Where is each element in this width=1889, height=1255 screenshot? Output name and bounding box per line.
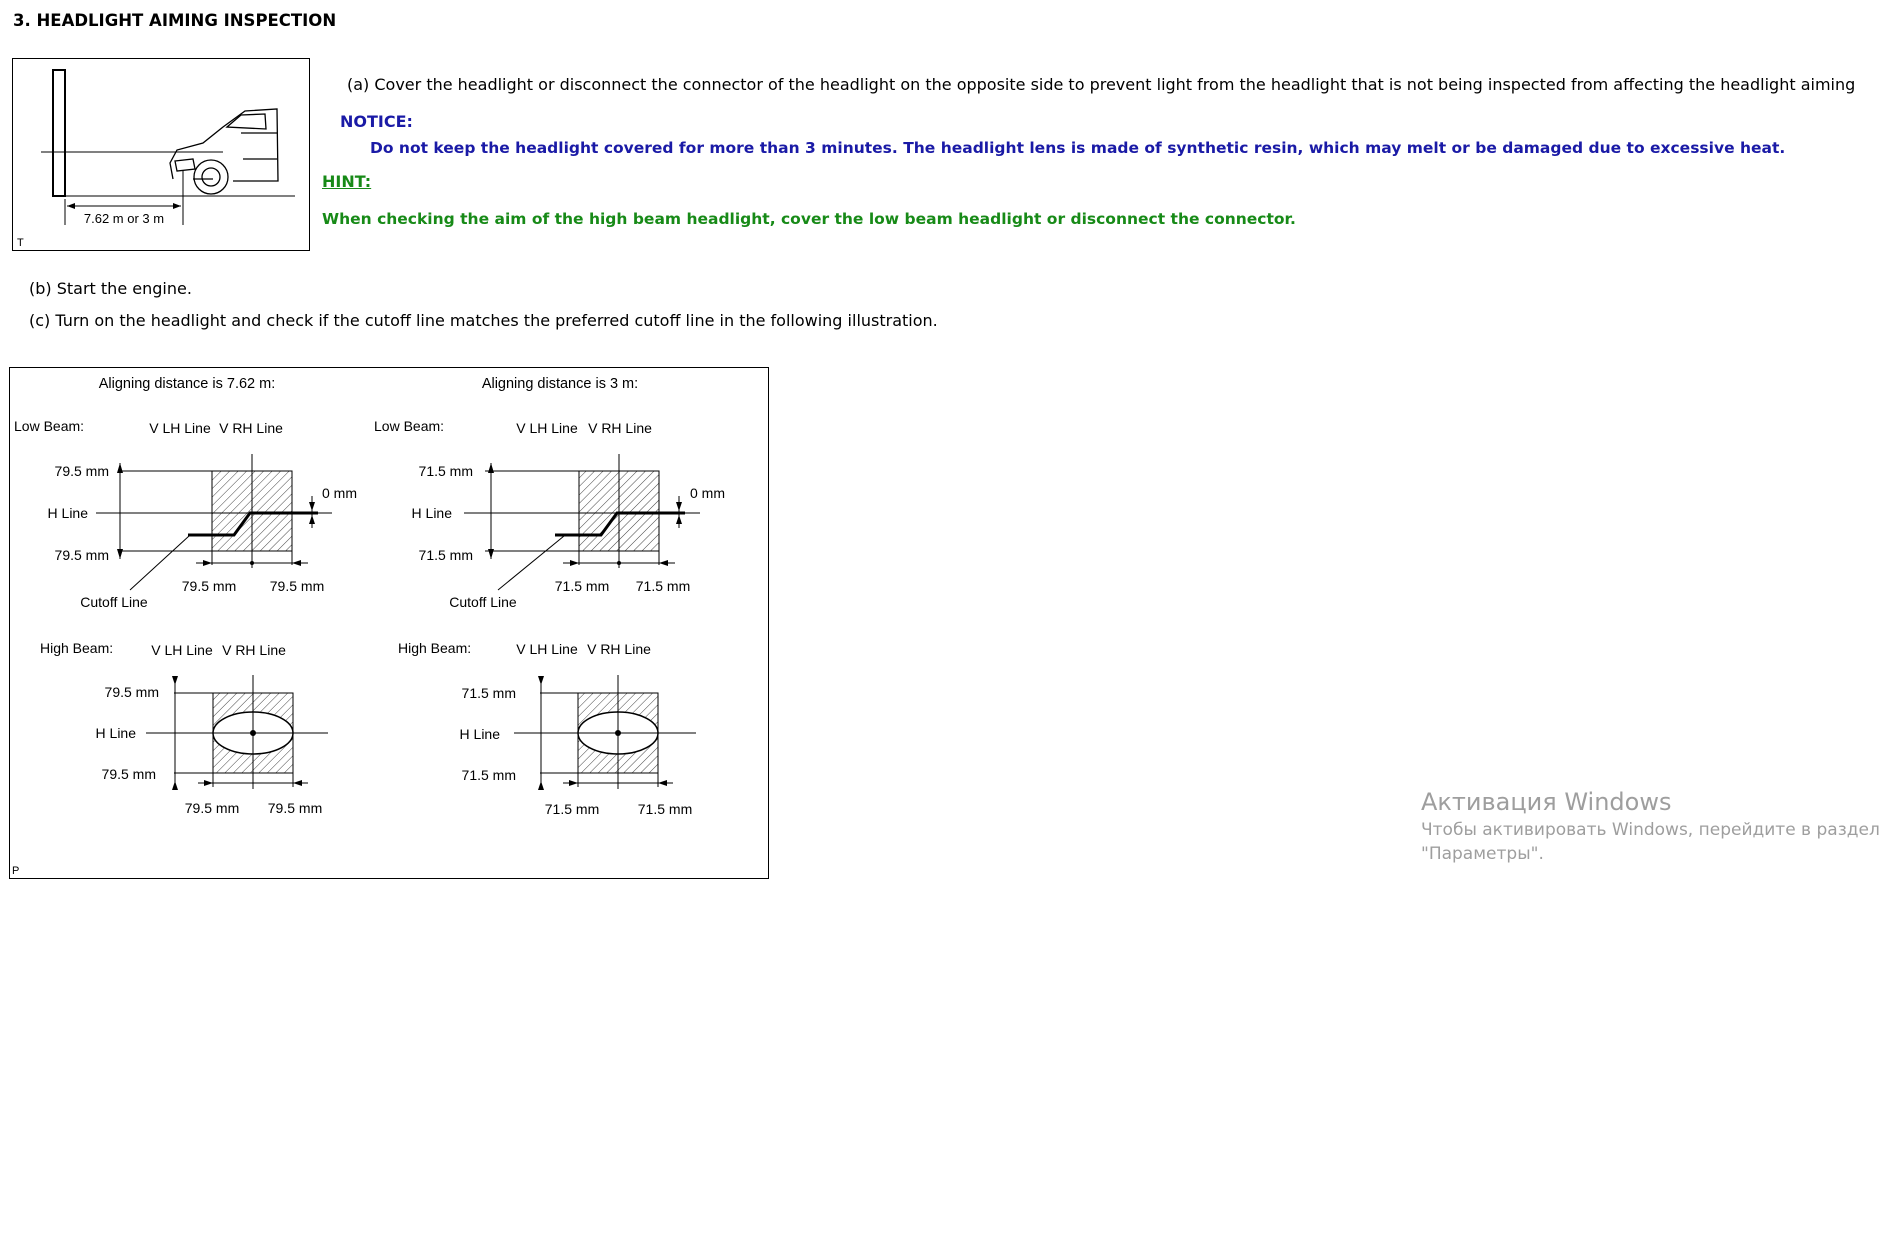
left-low-beam-diagram bbox=[14, 418, 357, 610]
left-high-h-line-label: H Line bbox=[95, 725, 136, 741]
left-heading: Aligning distance is 7.62 m: bbox=[98, 376, 276, 392]
right-low-v-lh-label: V LH Line bbox=[516, 420, 578, 436]
left-low-beam-label: Low Beam: bbox=[14, 418, 85, 434]
left-high-v-rh-label: V RH Line bbox=[222, 642, 286, 658]
right-high-dim-down: 71.5 mm bbox=[461, 767, 516, 783]
left-high-beam-label: High Beam: bbox=[40, 640, 114, 656]
left-low-h-line-label: H Line bbox=[47, 505, 88, 521]
notice-text: Do not keep the headlight covered for more than 3 minutes. The headlight lens is made of synthetic resin, which may melt or be damaged due to excessive heat. bbox=[370, 139, 1786, 157]
right-high-beam-diagram bbox=[398, 640, 696, 817]
left-low-dim-up: 79.5 mm bbox=[54, 463, 109, 479]
figure-code: P bbox=[12, 865, 20, 877]
right-low-dim-right: 71.5 mm bbox=[635, 578, 691, 594]
vehicle-distance-drawing bbox=[13, 59, 309, 250]
hint-text: When checking the aim of the high beam headlight, cover the low beam headlight or disconnect the connector. bbox=[322, 210, 1296, 228]
right-high-beam-label: High Beam: bbox=[398, 640, 472, 656]
right-low-h-line-label: H Line bbox=[411, 505, 452, 521]
right-high-v-rh-label: V RH Line bbox=[587, 641, 651, 657]
notice-label: NOTICE: bbox=[340, 112, 413, 131]
cutoff-line-illustration bbox=[9, 367, 769, 879]
section-title: 3. HEADLIGHT AIMING INSPECTION bbox=[13, 11, 337, 30]
right-low-beam-diagram bbox=[374, 418, 725, 610]
hint-label: HINT: bbox=[322, 172, 372, 191]
left-high-beam-diagram bbox=[40, 640, 328, 816]
left-high-dim-right: 79.5 mm bbox=[267, 800, 323, 816]
step-a-text: (a) Cover the headlight or disconnect the connector of the headlight on the opposite side to prevent light from the headlight that is not being inspected from affecting the headlight aiming bbox=[347, 75, 1856, 94]
left-high-dim-up: 79.5 mm bbox=[104, 684, 159, 700]
step-c-text: (c) Turn on the headlight and check if the cutoff line matches the preferred cutoff line in the following illustration. bbox=[29, 311, 938, 330]
left-high-v-lh-label: V LH Line bbox=[151, 642, 213, 658]
right-low-dim-up: 71.5 mm bbox=[418, 463, 473, 479]
right-high-dim-right: 71.5 mm bbox=[637, 801, 693, 817]
right-zero-offset-label: 0 mm bbox=[690, 485, 725, 501]
left-zero-offset-label: 0 mm bbox=[322, 485, 357, 501]
right-high-dim-left: 71.5 mm bbox=[544, 801, 600, 817]
distance-label: 7.62 m or 3 m bbox=[83, 211, 165, 226]
vehicle-distance-illustration bbox=[12, 58, 310, 251]
right-low-v-rh-label: V RH Line bbox=[588, 420, 652, 436]
step-b-text: (b) Start the engine. bbox=[29, 279, 192, 298]
right-high-dim-up: 71.5 mm bbox=[461, 685, 516, 701]
right-low-beam-label: Low Beam: bbox=[374, 418, 445, 434]
left-high-dim-left: 79.5 mm bbox=[184, 800, 240, 816]
watermark-title: Активация Windows bbox=[1421, 788, 1672, 816]
left-low-v-lh-label: V LH Line bbox=[149, 420, 211, 436]
right-high-v-lh-label: V LH Line bbox=[516, 641, 578, 657]
left-cutoff-line-label: Cutoff Line bbox=[80, 594, 148, 610]
left-low-dim-right: 79.5 mm bbox=[269, 578, 325, 594]
right-heading: Aligning distance is 3 m: bbox=[481, 376, 639, 392]
right-cutoff-line-label: Cutoff Line bbox=[449, 594, 517, 610]
left-low-dim-left: 79.5 mm bbox=[181, 578, 237, 594]
aiming-screen-wall bbox=[53, 70, 65, 196]
left-low-v-rh-label: V RH Line bbox=[219, 420, 283, 436]
right-low-dim-left: 71.5 mm bbox=[554, 578, 610, 594]
figure-code: T bbox=[17, 237, 24, 249]
watermark-line-2: "Параметры". bbox=[1421, 844, 1544, 864]
right-low-dim-down: 71.5 mm bbox=[418, 547, 473, 563]
left-high-dim-down: 79.5 mm bbox=[101, 766, 156, 782]
right-high-h-line-label: H Line bbox=[459, 726, 500, 742]
watermark-line-1: Чтобы активировать Windows, перейдите в раздел bbox=[1421, 820, 1880, 840]
left-low-dim-down: 79.5 mm bbox=[54, 547, 109, 563]
windows-activation-watermark bbox=[1421, 788, 1880, 864]
cutoff-line-drawing bbox=[10, 368, 768, 878]
